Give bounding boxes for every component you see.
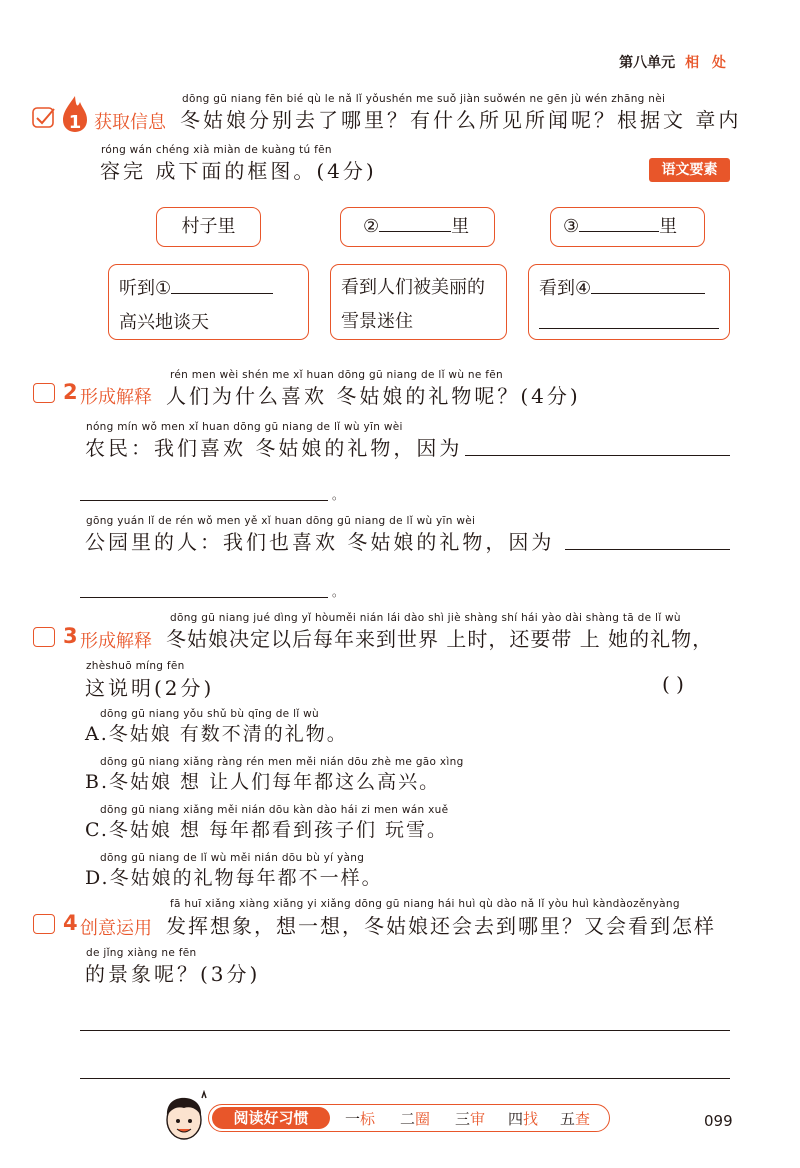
habit-number: 五 [560, 1110, 576, 1128]
answer-blank-2[interactable] [379, 209, 451, 232]
reading-habits-title: 阅读好习惯 [212, 1107, 330, 1129]
unit-title: 第八单元 [619, 55, 676, 71]
box-location-3 [550, 207, 705, 247]
boy-mascot-icon [160, 1090, 210, 1146]
unit-subtitle: 相 处 [685, 55, 730, 71]
box-text: 看到人们被美丽的 [341, 277, 485, 298]
answer-prompt-park: 公园里的人：我们也喜欢 冬姑娘的礼物，因为 [85, 530, 555, 554]
habit-keyword: 查 [575, 1110, 591, 1128]
page-number: 099 [704, 1112, 733, 1130]
box-text: 听到① [119, 278, 172, 299]
answer-blank-3[interactable] [579, 209, 659, 232]
box-village [156, 207, 261, 247]
option-c[interactable]: C.冬姑娘 想 每年都看到孩子们 玩雪。 [85, 819, 449, 841]
period-mark: 。 [332, 488, 345, 502]
question-number: 3 [63, 624, 78, 648]
question-text: 冬姑娘分别去了哪里？有什么所见所闻呢？根据文 章内 [180, 108, 742, 132]
blank-marker: ② [363, 216, 380, 237]
language-element-badge: 语文要素 [649, 158, 730, 182]
habit-item [560, 1108, 590, 1129]
pinyin-line: dōng gū niang fēn bié qù le nǎ lǐ yǒushén me suǒ jiàn suǒwén ne gēn jù wén zhāng nèi [182, 93, 666, 105]
pinyin-line: dōng gū niang jué dìng yǐ hòuměi nián lái dào shì jiè shàng shí hái yào dài shàng tā de lǐ wù [170, 612, 681, 624]
pinyin-line: fā huī xiǎng xiàng xiǎng yi xiǎng dōng gū niang hái huì qù dào nǎ lǐ yòu huì kàndàozěnyàng [170, 898, 680, 910]
habit-item [400, 1108, 430, 1129]
option-b[interactable]: B.冬姑娘 想 让人们每年都这么高兴。 [85, 771, 441, 793]
answer-blank-4b[interactable] [539, 310, 719, 329]
habit-number: 一 [345, 1110, 361, 1128]
pinyin-line: dōng gū niang de lǐ wù měi nián dōu bù yí yàng [100, 852, 365, 864]
answer-line[interactable] [80, 1030, 730, 1031]
checkbox-icon[interactable] [33, 914, 55, 934]
option-d[interactable]: D.冬姑娘的礼物每年都不一样。 [85, 867, 383, 889]
period-mark: 。 [332, 585, 345, 599]
pinyin-line: rén men wèi shén me xǐ huan dōng gū niang de lǐ wù ne fēn [170, 369, 503, 381]
habit-item [455, 1108, 485, 1129]
question-text: 的景象呢？(3分) [85, 962, 261, 986]
pinyin-line: de jǐng xiàng ne fēn [86, 947, 197, 959]
question-text: 容完 成下面的框图。(4分) [100, 159, 377, 183]
box-text: 雪景迷住 [341, 311, 413, 332]
checkbox-checked-icon[interactable] [32, 106, 56, 130]
box-seen-people [330, 264, 507, 340]
box-heard [108, 264, 309, 340]
box-text: 看到④ [539, 278, 592, 299]
box-text: 高兴地谈天 [119, 312, 209, 333]
answer-prompt-farmer: 农民：我们喜欢 冬姑娘的礼物，因为 [85, 436, 463, 460]
question-label: 获取信息 [94, 112, 166, 133]
box-text: 村子里 [181, 216, 236, 237]
answer-line[interactable] [80, 500, 328, 501]
question-number: 1 [68, 112, 82, 133]
page-header [619, 52, 730, 72]
question-label: 形成解释 [80, 631, 152, 652]
question-label: 形成解释 [80, 387, 152, 408]
pinyin-line: gōng yuán lǐ de rén wǒ men yě xǐ huan dōng gū niang de lǐ wù yīn wèi [86, 515, 476, 527]
answer-blank-1[interactable] [171, 273, 273, 294]
habit-number: 二 [400, 1110, 416, 1128]
checkbox-icon[interactable] [33, 383, 55, 403]
pinyin-line: dōng gū niang yǒu shǔ bù qīng de lǐ wù [100, 708, 319, 720]
question-text: 这说明(2分) [85, 676, 215, 700]
question-text: 人们为什么喜欢 冬姑娘的礼物呢？(4分) [166, 384, 581, 408]
habit-keyword: 找 [523, 1110, 539, 1128]
pinyin-line: dōng gū niang xiǎng měi nián dōu kàn dào hái zi men wán xuě [100, 804, 449, 816]
box-seen-4 [528, 264, 730, 340]
box-location-2 [340, 207, 495, 247]
habit-keyword: 标 [360, 1110, 376, 1128]
checkbox-icon[interactable] [33, 627, 55, 647]
flame-icon [60, 94, 90, 134]
answer-blank-4a[interactable] [591, 273, 705, 294]
pinyin-line: zhèshuō míng fēn [86, 660, 185, 672]
answer-line[interactable] [565, 549, 730, 550]
habit-keyword: 圈 [415, 1110, 431, 1128]
question-text: 发挥想象，想一想，冬姑娘还会去到哪里？又会看到怎样 [166, 914, 716, 938]
question-number: 4 [63, 911, 78, 935]
habit-item [345, 1108, 375, 1129]
answer-parentheses[interactable]: ( ) [662, 672, 684, 696]
question-number: 2 [63, 380, 78, 404]
question-label: 创意运用 [80, 918, 152, 939]
pinyin-line: dōng gū niang xiǎng ràng rén men měi nián dōu zhè me gāo xìng [100, 756, 464, 768]
habit-number: 四 [508, 1110, 524, 1128]
pinyin-line: nóng mín wǒ men xǐ huan dōng gū niang de lǐ wù yīn wèi [86, 421, 403, 433]
question-text: 冬姑娘决定以后每年来到世界 上时，还要带 上 她的礼物， [166, 627, 714, 651]
answer-line[interactable] [465, 455, 730, 456]
box-text: 里 [451, 216, 470, 237]
answer-line[interactable] [80, 1078, 730, 1079]
box-text: 里 [659, 216, 678, 237]
blank-marker: ③ [563, 216, 580, 237]
habit-item [508, 1108, 538, 1129]
pinyin-line: róng wán chéng xià miàn de kuàng tú fēn [101, 144, 332, 156]
habit-number: 三 [455, 1110, 471, 1128]
habit-keyword: 审 [470, 1110, 486, 1128]
answer-line[interactable] [80, 597, 328, 598]
option-a[interactable]: A.冬姑娘 有数不清的礼物。 [85, 723, 348, 745]
